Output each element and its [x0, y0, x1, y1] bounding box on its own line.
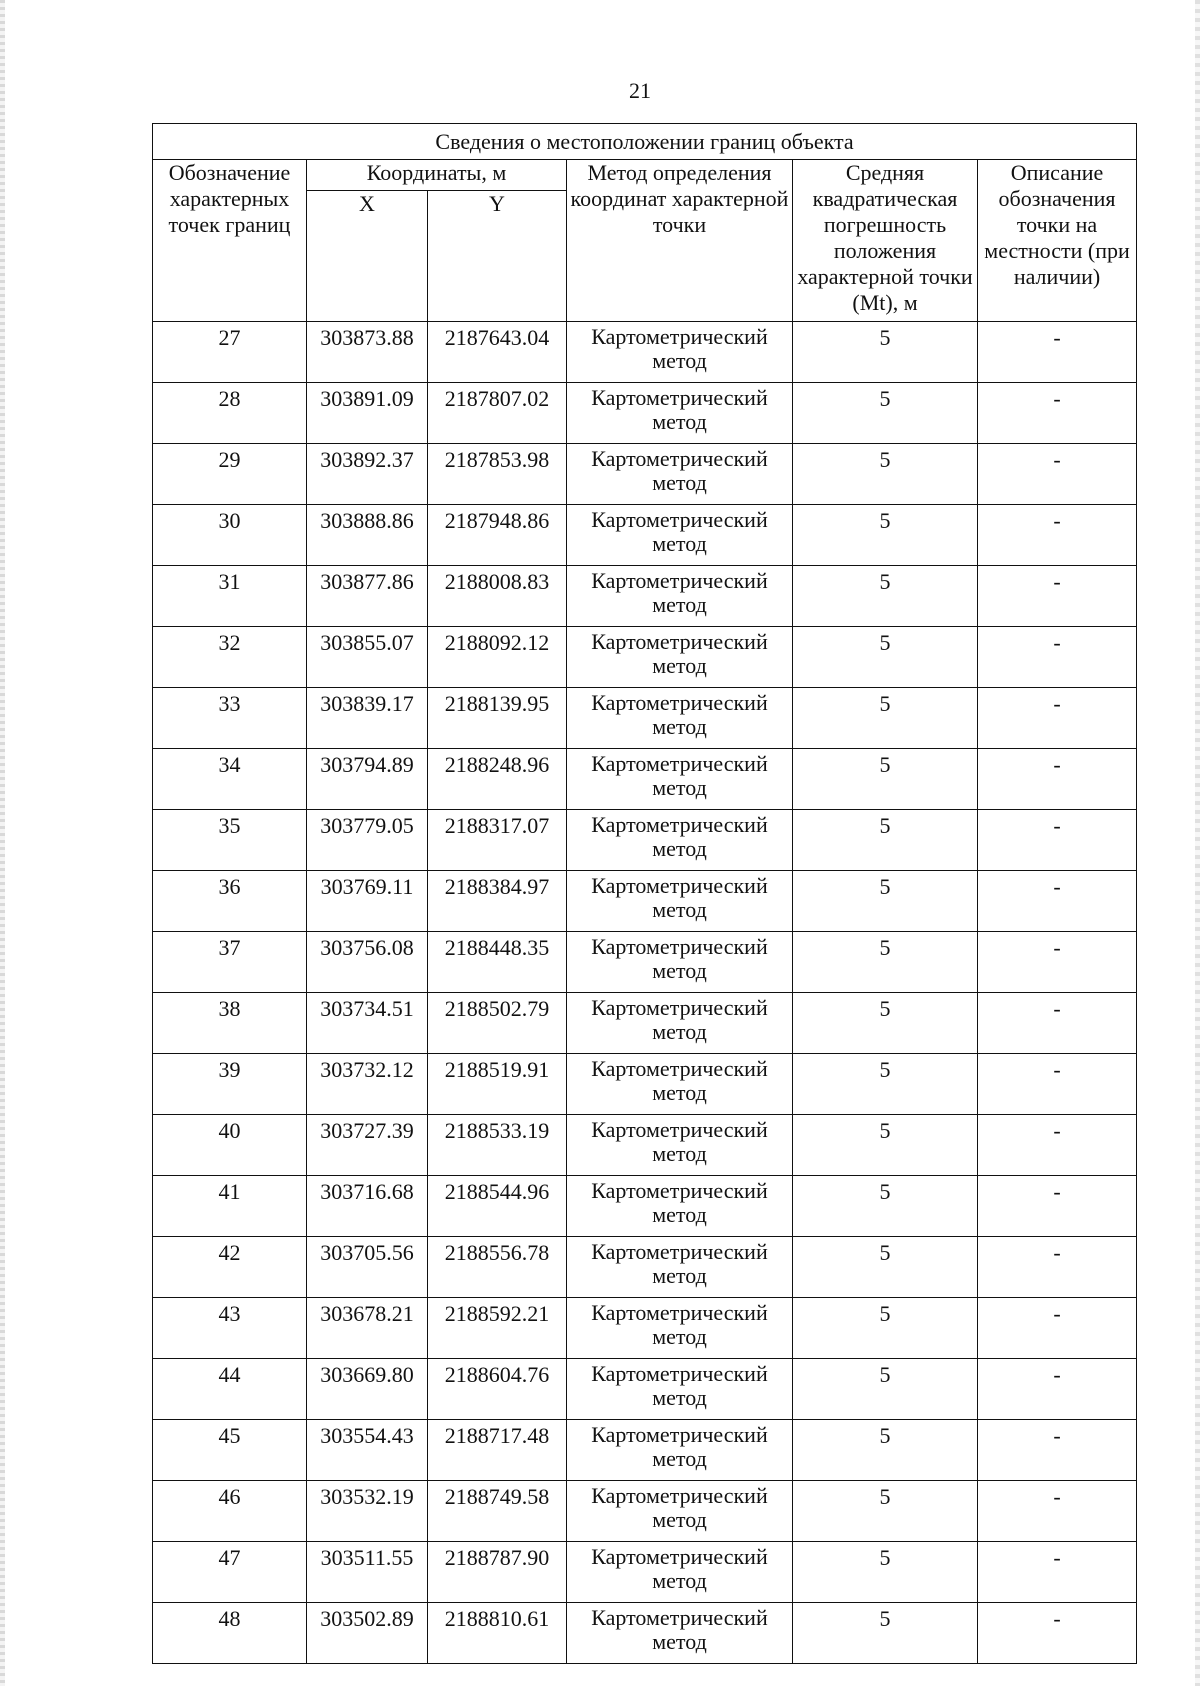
cell-y: 2188384.97	[428, 871, 567, 932]
header-method: Метод определения координат характерной точки	[567, 160, 793, 322]
cell-point: 29	[153, 444, 307, 505]
cell-x: 303779.05	[307, 810, 428, 871]
cell-accuracy: 5	[793, 1115, 978, 1176]
cell-description: -	[978, 444, 1137, 505]
cell-accuracy: 5	[793, 1542, 978, 1603]
cell-y: 2187853.98	[428, 444, 567, 505]
table-caption: Сведения о местоположении границ объекта	[153, 124, 1137, 160]
cell-method: Картометрический метод	[567, 383, 793, 444]
cell-description: -	[978, 1237, 1137, 1298]
cell-method: Картометрический метод	[567, 566, 793, 627]
cell-method: Картометрический метод	[567, 1176, 793, 1237]
cell-x: 303669.80	[307, 1359, 428, 1420]
cell-description: -	[978, 1298, 1137, 1359]
table-row	[153, 810, 1137, 871]
cell-description: -	[978, 932, 1137, 993]
cell-accuracy: 5	[793, 1176, 978, 1237]
cell-x: 303756.08	[307, 932, 428, 993]
cell-method: Картометрический метод	[567, 993, 793, 1054]
cell-method: Картометрический метод	[567, 932, 793, 993]
cell-accuracy: 5	[793, 993, 978, 1054]
cell-x: 303873.88	[307, 322, 428, 383]
cell-accuracy: 5	[793, 932, 978, 993]
cell-point: 38	[153, 993, 307, 1054]
cell-point: 39	[153, 1054, 307, 1115]
cell-method: Картометрический метод	[567, 749, 793, 810]
table-row	[153, 1115, 1137, 1176]
cell-y: 2188749.58	[428, 1481, 567, 1542]
cell-x: 303877.86	[307, 566, 428, 627]
cell-y: 2188502.79	[428, 993, 567, 1054]
cell-point: 32	[153, 627, 307, 688]
cell-method: Картометрический метод	[567, 1237, 793, 1298]
cell-point: 43	[153, 1298, 307, 1359]
cell-method: Картометрический метод	[567, 444, 793, 505]
cell-description: -	[978, 1542, 1137, 1603]
table-row	[153, 688, 1137, 749]
cell-accuracy: 5	[793, 444, 978, 505]
cell-description: -	[978, 1115, 1137, 1176]
table-row	[153, 1359, 1137, 1420]
cell-y: 2188787.90	[428, 1542, 567, 1603]
cell-point: 33	[153, 688, 307, 749]
table-row	[153, 1176, 1137, 1237]
cell-x: 303716.68	[307, 1176, 428, 1237]
table-row	[153, 871, 1137, 932]
cell-accuracy: 5	[793, 1237, 978, 1298]
cell-method: Картометрический метод	[567, 1542, 793, 1603]
cell-description: -	[978, 505, 1137, 566]
cell-y: 2187807.02	[428, 383, 567, 444]
table-row	[153, 627, 1137, 688]
cell-point: 45	[153, 1420, 307, 1481]
cell-y: 2188556.78	[428, 1237, 567, 1298]
header-y: Y	[428, 191, 567, 322]
table-row	[153, 1481, 1137, 1542]
header-description: Описание обозначения точки на местности (при наличии)	[978, 160, 1137, 322]
cell-description: -	[978, 688, 1137, 749]
cell-method: Картометрический метод	[567, 810, 793, 871]
cell-point: 40	[153, 1115, 307, 1176]
cell-x: 303734.51	[307, 993, 428, 1054]
cell-y: 2188317.07	[428, 810, 567, 871]
cell-point: 36	[153, 871, 307, 932]
table-row	[153, 749, 1137, 810]
cell-method: Картометрический метод	[567, 1603, 793, 1664]
cell-x: 303732.12	[307, 1054, 428, 1115]
cell-y: 2187948.86	[428, 505, 567, 566]
cell-description: -	[978, 1359, 1137, 1420]
header-coordinates: Координаты, м	[307, 160, 567, 191]
cell-accuracy: 5	[793, 627, 978, 688]
cell-point: 31	[153, 566, 307, 627]
cell-y: 2188448.35	[428, 932, 567, 993]
cell-point: 30	[153, 505, 307, 566]
cell-accuracy: 5	[793, 1420, 978, 1481]
table-row	[153, 1603, 1137, 1664]
cell-x: 303892.37	[307, 444, 428, 505]
boundary-coordinates-table	[152, 123, 1137, 1664]
cell-x: 303794.89	[307, 749, 428, 810]
cell-x: 303888.86	[307, 505, 428, 566]
cell-description: -	[978, 810, 1137, 871]
cell-accuracy: 5	[793, 1298, 978, 1359]
header-x: X	[307, 191, 428, 322]
cell-description: -	[978, 1420, 1137, 1481]
cell-x: 303855.07	[307, 627, 428, 688]
cell-x: 303891.09	[307, 383, 428, 444]
cell-point: 47	[153, 1542, 307, 1603]
cell-y: 2188810.61	[428, 1603, 567, 1664]
cell-description: -	[978, 871, 1137, 932]
cell-point: 37	[153, 932, 307, 993]
cell-point: 44	[153, 1359, 307, 1420]
cell-x: 303839.17	[307, 688, 428, 749]
cell-description: -	[978, 749, 1137, 810]
table-row	[153, 1420, 1137, 1481]
cell-x: 303532.19	[307, 1481, 428, 1542]
cell-y: 2188592.21	[428, 1298, 567, 1359]
cell-description: -	[978, 383, 1137, 444]
cell-y: 2188092.12	[428, 627, 567, 688]
cell-point: 35	[153, 810, 307, 871]
cell-description: -	[978, 566, 1137, 627]
cell-y: 2187643.04	[428, 322, 567, 383]
cell-method: Картометрический метод	[567, 322, 793, 383]
cell-description: -	[978, 1603, 1137, 1664]
cell-accuracy: 5	[793, 566, 978, 627]
cell-method: Картометрический метод	[567, 1054, 793, 1115]
cell-accuracy: 5	[793, 505, 978, 566]
cell-accuracy: 5	[793, 749, 978, 810]
cell-x: 303769.11	[307, 871, 428, 932]
cell-accuracy: 5	[793, 1603, 978, 1664]
scan-edge-right	[1195, 0, 1200, 1686]
cell-description: -	[978, 322, 1137, 383]
cell-y: 2188533.19	[428, 1115, 567, 1176]
cell-point: 48	[153, 1603, 307, 1664]
cell-description: -	[978, 1481, 1137, 1542]
cell-accuracy: 5	[793, 1054, 978, 1115]
cell-method: Картометрический метод	[567, 1115, 793, 1176]
cell-x: 303502.89	[307, 1603, 428, 1664]
cell-description: -	[978, 1054, 1137, 1115]
table-row	[153, 1298, 1137, 1359]
cell-y: 2188008.83	[428, 566, 567, 627]
cell-point: 28	[153, 383, 307, 444]
cell-accuracy: 5	[793, 383, 978, 444]
table-row	[153, 932, 1137, 993]
table-row	[153, 1237, 1137, 1298]
cell-x: 303705.56	[307, 1237, 428, 1298]
cell-y: 2188717.48	[428, 1420, 567, 1481]
table-body	[153, 322, 1137, 1664]
table-row	[153, 1054, 1137, 1115]
cell-description: -	[978, 1176, 1137, 1237]
cell-accuracy: 5	[793, 1481, 978, 1542]
cell-method: Картометрический метод	[567, 627, 793, 688]
cell-x: 303678.21	[307, 1298, 428, 1359]
cell-accuracy: 5	[793, 688, 978, 749]
table-row	[153, 383, 1137, 444]
cell-x: 303511.55	[307, 1542, 428, 1603]
cell-y: 2188519.91	[428, 1054, 567, 1115]
cell-method: Картометрический метод	[567, 1481, 793, 1542]
header-point: Обозначение характерных точек границ	[153, 160, 307, 322]
cell-method: Картометрический метод	[567, 688, 793, 749]
cell-method: Картометрический метод	[567, 1359, 793, 1420]
cell-point: 42	[153, 1237, 307, 1298]
table-row	[153, 322, 1137, 383]
cell-y: 2188544.96	[428, 1176, 567, 1237]
cell-point: 41	[153, 1176, 307, 1237]
cell-method: Картометрический метод	[567, 1420, 793, 1481]
table-row	[153, 993, 1137, 1054]
cell-accuracy: 5	[793, 322, 978, 383]
cell-accuracy: 5	[793, 810, 978, 871]
cell-method: Картометрический метод	[567, 871, 793, 932]
cell-point: 34	[153, 749, 307, 810]
table-row	[153, 1542, 1137, 1603]
cell-y: 2188604.76	[428, 1359, 567, 1420]
cell-accuracy: 5	[793, 1359, 978, 1420]
table-row	[153, 444, 1137, 505]
table-row	[153, 505, 1137, 566]
cell-method: Картометрический метод	[567, 1298, 793, 1359]
cell-accuracy: 5	[793, 871, 978, 932]
cell-point: 27	[153, 322, 307, 383]
cell-description: -	[978, 627, 1137, 688]
header-accuracy: Средняя квадратическая погрешность положения характерной точки (Mt), м	[793, 160, 978, 322]
cell-x: 303727.39	[307, 1115, 428, 1176]
cell-method: Картометрический метод	[567, 505, 793, 566]
scan-edge-left	[0, 0, 5, 1686]
cell-description: -	[978, 993, 1137, 1054]
cell-point: 46	[153, 1481, 307, 1542]
cell-y: 2188139.95	[428, 688, 567, 749]
table-row	[153, 566, 1137, 627]
cell-x: 303554.43	[307, 1420, 428, 1481]
cell-y: 2188248.96	[428, 749, 567, 810]
page-number: 21	[629, 78, 651, 103]
